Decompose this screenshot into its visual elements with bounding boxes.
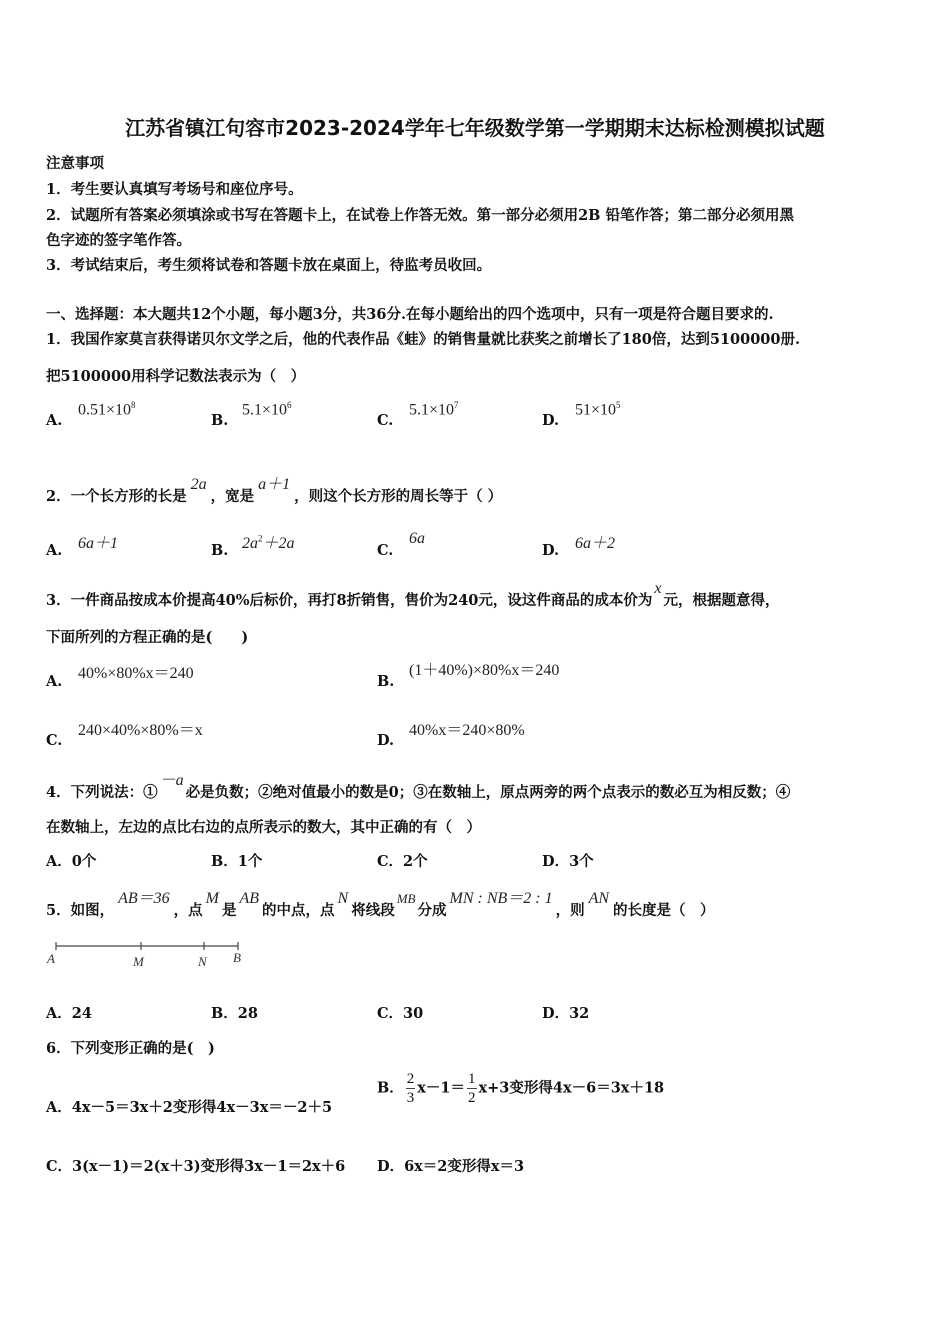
q4-option-a: A．0个 <box>46 853 97 870</box>
q3-option-c-label: C. <box>46 732 63 749</box>
q1-option-d-label: D. <box>542 412 560 429</box>
q2-option-c-label: C. <box>377 542 394 559</box>
q3-option-b-label: B. <box>377 673 395 690</box>
q2-option-a: 6a＋1 <box>78 535 119 552</box>
fraction-two-thirds: $\frac{2}{3}$ <box>406 1071 415 1106</box>
notice-item-2-cont: 色字迹的签字笔作答。 <box>46 232 191 249</box>
q2-option-d-label: D. <box>542 542 560 559</box>
q1-option-c-label: C. <box>377 412 394 429</box>
page-title: 江苏省镇江句容市2023-2024学年七年级数学第一学期期末达标检测模拟试题 <box>125 116 825 140</box>
section-heading: 一、选择题：本大题共12个小题，每小题3分，共36分.在每小题给出的四个选项中，只有一项是符合题目要求的. <box>46 306 774 323</box>
segment-figure <box>44 934 254 972</box>
q6-option-c: C．3(x－1)＝2(x＋3)变形得3x－1＝2x＋6 <box>46 1158 346 1175</box>
q2-option-b-label: B. <box>211 542 229 559</box>
notice-heading: 注意事项 <box>46 155 104 172</box>
q2-option-a-label: A. <box>46 542 63 559</box>
q2-stem: 2．一个长方形的长是2a，宽是a＋1，则这个长方形的周长等于（ ） <box>46 476 503 505</box>
label-b: B <box>233 950 241 965</box>
q5-stem: 5．如图，AB＝36，点M是AB的中点，点N将线段MB分成MN : NB＝2 : 1，则AN的长度是（ ） <box>46 890 715 919</box>
notice-item-3: 3．考试结束后，考生须将试卷和答题卡放在桌面上，待监考员收回。 <box>46 257 492 274</box>
q3-stem-line2: 下面所列的方程正确的是( ) <box>46 629 249 646</box>
q1-option-a: $0.51\times 10^8$ <box>78 400 136 419</box>
q5-option-b: B．28 <box>211 1005 258 1022</box>
q1-option-b: $5.1\times 10^6$ <box>242 400 292 419</box>
q5-option-a: A．24 <box>46 1005 92 1022</box>
label-m: M <box>133 954 144 969</box>
q5-option-d: D．32 <box>542 1005 590 1022</box>
q6-option-b: B． $\frac{2}{3}$ x－1＝ $\frac{1}{2}$ x+3变形得4x－6＝3x＋18 <box>377 1071 665 1106</box>
q1-option-a-label: A. <box>46 412 63 429</box>
q3-stem-line1: 3．一件商品按成本价提高40%后标价，再打8折销售，售价为240元，设这件商品的成本价为x元，根据题意得， <box>46 580 780 609</box>
q3-option-c: 240×40%×80%＝x <box>78 722 203 739</box>
label-n: N <box>198 954 207 969</box>
q3-option-d: 40%x＝240×80% <box>409 722 525 739</box>
q1-option-d: $51\times 10^5$ <box>575 400 621 419</box>
label-a: A <box>47 951 55 966</box>
notice-item-2: 2．试题所有答案必须填涂或书写在答题卡上，在试卷上作答无效。第一部分必须用2B 铅笔作答；第二部分必须用黑 <box>46 207 794 224</box>
q4-stem-line2: 在数轴上，左边的点比右边的点所表示的数大，其中正确的有（ ） <box>46 819 481 836</box>
q2-option-d: 6a＋2 <box>575 535 616 552</box>
q6-stem: 6．下列变形正确的是( ) <box>46 1040 215 1057</box>
q1-option-b-label: B. <box>211 412 229 429</box>
q1-stem-line2: 把5100000用科学记数法表示为（ ） <box>46 368 306 385</box>
q2-option-b: $2a^2+2a$ <box>242 533 295 552</box>
q4-option-c: C．2个 <box>377 853 428 870</box>
fraction-one-half: $\frac{1}{2}$ <box>468 1071 476 1106</box>
q3-option-a-label: A. <box>46 673 63 690</box>
q6-option-a: A．4x－5＝3x＋2变形得4x－3x＝－2＋5 <box>46 1099 333 1116</box>
q1-option-c: $5.1\times 10^7$ <box>409 400 459 419</box>
q1-stem-line1: 1．我国作家莫言获得诺贝尔文学之后，他的代表作品《蛙》的销售量就比获奖之前增长了180倍，达到5100000册. <box>46 331 801 348</box>
q4-option-d: D．3个 <box>542 853 594 870</box>
q2-option-c: 6a <box>409 530 425 547</box>
q4-option-b: B．1个 <box>211 853 263 870</box>
q3-option-d-label: D. <box>377 732 395 749</box>
notice-item-1: 1．考生要认真填写考场号和座位序号。 <box>46 181 303 198</box>
q4-stem-line1: 4．下列说法：①－a必是负数；②绝对值最小的数是0；③在数轴上，原点两旁的两个点表示的数必互为相反数；④ <box>46 772 791 801</box>
q6-option-d: D．6x＝2变形得x＝3 <box>377 1158 525 1175</box>
q3-option-b: (1＋40%)×80%x＝240 <box>409 662 560 679</box>
q5-option-c: C．30 <box>377 1005 424 1022</box>
q3-option-a: 40%×80%x＝240 <box>78 665 194 682</box>
